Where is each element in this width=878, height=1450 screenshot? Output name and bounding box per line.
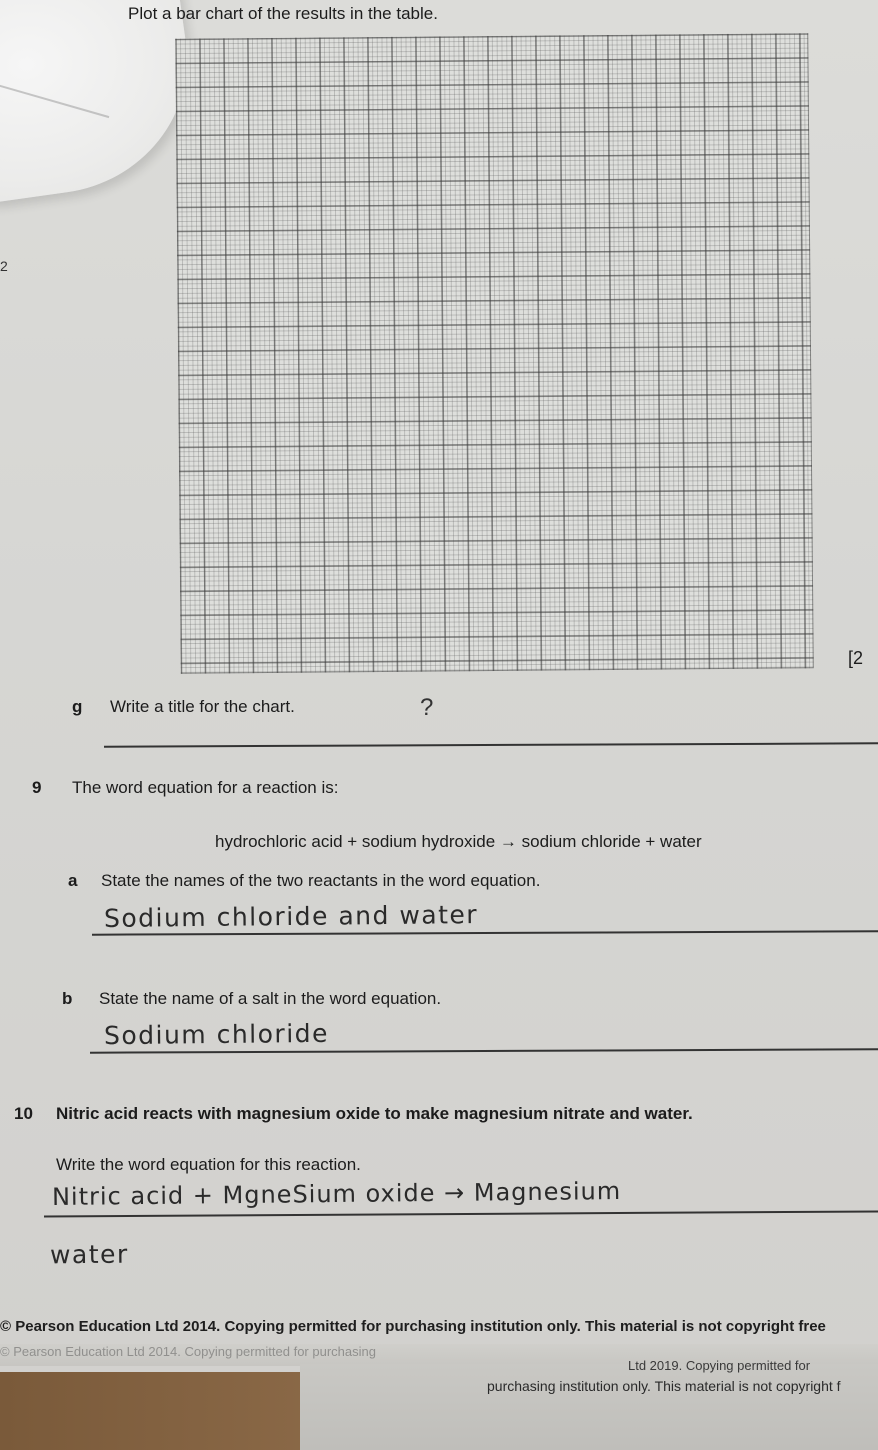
question-g-letter: g xyxy=(72,697,83,716)
graph-paper-grid[interactable] xyxy=(175,33,814,673)
question-10-text: Nitric acid reacts with magnesium oxide to make magnesium nitrate and water. xyxy=(56,1104,693,1123)
marks-label: [2 xyxy=(848,648,864,668)
handwritten-question-mark: ? xyxy=(420,694,434,721)
underneath-copyright-line: purchasing institution only. This material is not copyright f xyxy=(487,1378,841,1394)
intro-text: Plot a bar chart of the results in the table. xyxy=(128,4,438,23)
question-10-instruction: Write the word equation for this reaction. xyxy=(56,1155,361,1174)
tissue-paper xyxy=(0,0,204,205)
question-9b-letter: b xyxy=(62,989,73,1008)
question-9a-letter: a xyxy=(68,871,78,890)
handwritten-answer-10-line1: Nitric acid + MgneSium oxide → Magnesium xyxy=(51,1177,622,1211)
underneath-copyright-right: Ltd 2019. Copying permitted for xyxy=(628,1358,811,1373)
question-9-number: 9 xyxy=(32,778,42,797)
question-g-text: Write a title for the chart. xyxy=(110,697,295,716)
question-9b-text: State the name of a salt in the word equation. xyxy=(99,989,442,1008)
question-10-number: 10 xyxy=(14,1104,33,1123)
underneath-sheet xyxy=(300,1364,878,1450)
side-mark: 2 xyxy=(0,258,8,274)
answer-line-10[interactable] xyxy=(44,1210,878,1217)
question-9-text: The word equation for a reaction is: xyxy=(72,778,339,797)
handwritten-answer-9a: Sodium chloride and water xyxy=(103,900,479,933)
copyright-footer: © Pearson Education Ltd 2014. Copying permitted for purchasing institution only. This material is not copyright free xyxy=(0,1318,826,1335)
handwritten-answer-10-line2: water xyxy=(49,1239,129,1270)
handwritten-answer-9b: Sodium chloride xyxy=(103,1018,330,1051)
answer-line-g[interactable] xyxy=(104,742,878,747)
word-equation: hydrochloric acid + sodium hydroxide → sodium chloride + water xyxy=(215,832,702,851)
question-9a-text: State the names of the two reactants in the word equation. xyxy=(101,871,541,890)
ghost-copyright-text: © Pearson Education Ltd 2014. Copying permitted for purchasing xyxy=(0,1344,376,1359)
